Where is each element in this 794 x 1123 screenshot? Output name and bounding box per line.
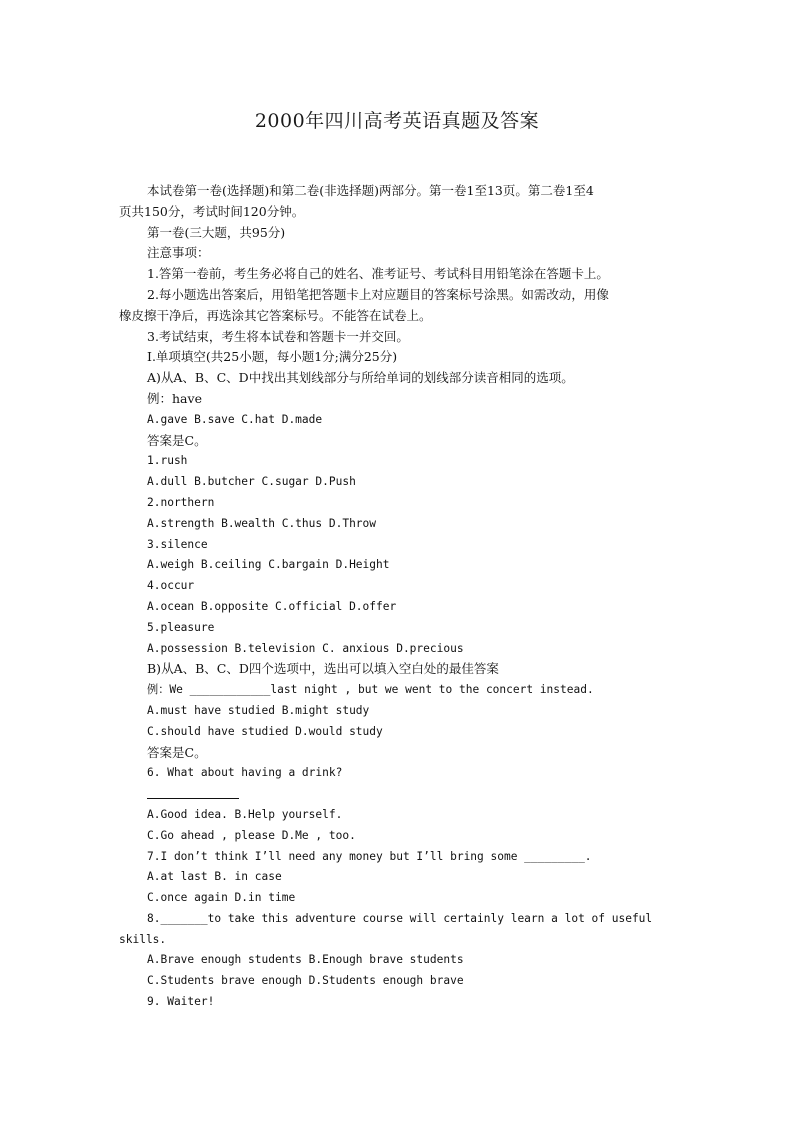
example-a-options: A.gave B.save C.hat D.made: [147, 412, 323, 426]
notice-item-2b: 橡皮擦干净后，再选涂其它答案标号。不能答在试卷上。: [119, 307, 432, 323]
question-8-line-1: 8._______to take this adventure course will certainly learn a lot of useful: [147, 911, 653, 925]
question-4-options: A.ocean B.opposite C.official D.offer: [147, 599, 397, 613]
section-heading: 第一卷(三大题，共95分): [147, 224, 286, 240]
document-title: 2000年四川高考英语真题及答案: [254, 110, 540, 132]
question-6: 6. What about having a drink?: [147, 766, 343, 780]
notice-item-2a: 2.每小题选出答案后，用铅笔把答题卡上对应题目的答案标号涂黑。如需改动，用像: [147, 286, 609, 302]
part-b-instruction: B)从A、B、C、D四个选项中，选出可以填入空白处的最佳答案: [147, 661, 499, 677]
example-b-options-1: A.must have studied B.might study: [147, 703, 370, 717]
intro-line-1: 本试卷第一卷(选择题)和第二卷(非选择题)两部分。第一卷1至13页。第二卷1至4: [147, 183, 594, 198]
question-4: 4.occur: [147, 579, 195, 593]
question-1-options: A.dull B.butcher C.sugar D.Push: [147, 475, 356, 489]
answer-blank: [147, 784, 239, 799]
question-1: 1.rush: [147, 454, 188, 468]
notice-heading: 注意事项：: [147, 245, 210, 261]
question-2-options: A.strength B.wealth C.thus D.Throw: [147, 516, 377, 530]
answer-blank-row: [119, 784, 679, 805]
part-a-instruction: A)从A、B、C、D中找出其划线部分与所给单词的划线部分读音相同的选项。: [147, 370, 574, 386]
question-8-line-2: skills.: [119, 932, 167, 946]
question-7-options-1: A.at last B. in case: [147, 870, 282, 884]
question-7-options-2: C.once again D.in time: [147, 891, 296, 905]
question-3: 3.silence: [147, 537, 208, 551]
question-5-options: A.possession B.television C. anxious D.precious: [147, 641, 464, 655]
question-6-options-2: C.Go ahead , please D.Me , too.: [147, 828, 356, 842]
example-b-answer: 答案是C。: [147, 744, 207, 760]
part-heading: I.单项填空(共25小题，每小题1分;满分25分): [147, 349, 398, 365]
example-a-answer: 答案是C。: [147, 432, 207, 448]
notice-item-1: 1.答第一卷前，考生务必将自己的姓名、准考证号、考试科目用铅笔涂在答题卡上。: [147, 266, 609, 282]
question-3-options: A.weigh B.ceiling C.bargain D.Height: [147, 558, 390, 572]
example-a-question: 例：have: [147, 390, 202, 406]
question-2: 2.northern: [147, 495, 215, 509]
example-b-options-2: C.should have studied D.would study: [147, 724, 383, 738]
question-8-options-1: A.Brave enough students B.Enough brave students: [147, 953, 464, 967]
question-9: 9. Waiter!: [147, 995, 215, 1009]
question-7: 7.I don’t think I’ll need any money but I’ll bring some _________.: [147, 849, 592, 863]
notice-item-3: 3.考试结束，考生将本试卷和答题卡一并交回。: [147, 328, 409, 344]
document-body: [119, 181, 679, 1013]
example-b-question: 例：We ____________last night , but we went to the concert instead.: [147, 683, 594, 697]
question-6-options-1: A.Good idea. B.Help yourself.: [147, 807, 343, 821]
question-8-options-2: C.Students brave enough D.Students enough brave: [147, 974, 464, 988]
question-5: 5.pleasure: [147, 620, 215, 634]
intro-line-2: 页共150分，考试时间120分钟。: [119, 203, 305, 219]
